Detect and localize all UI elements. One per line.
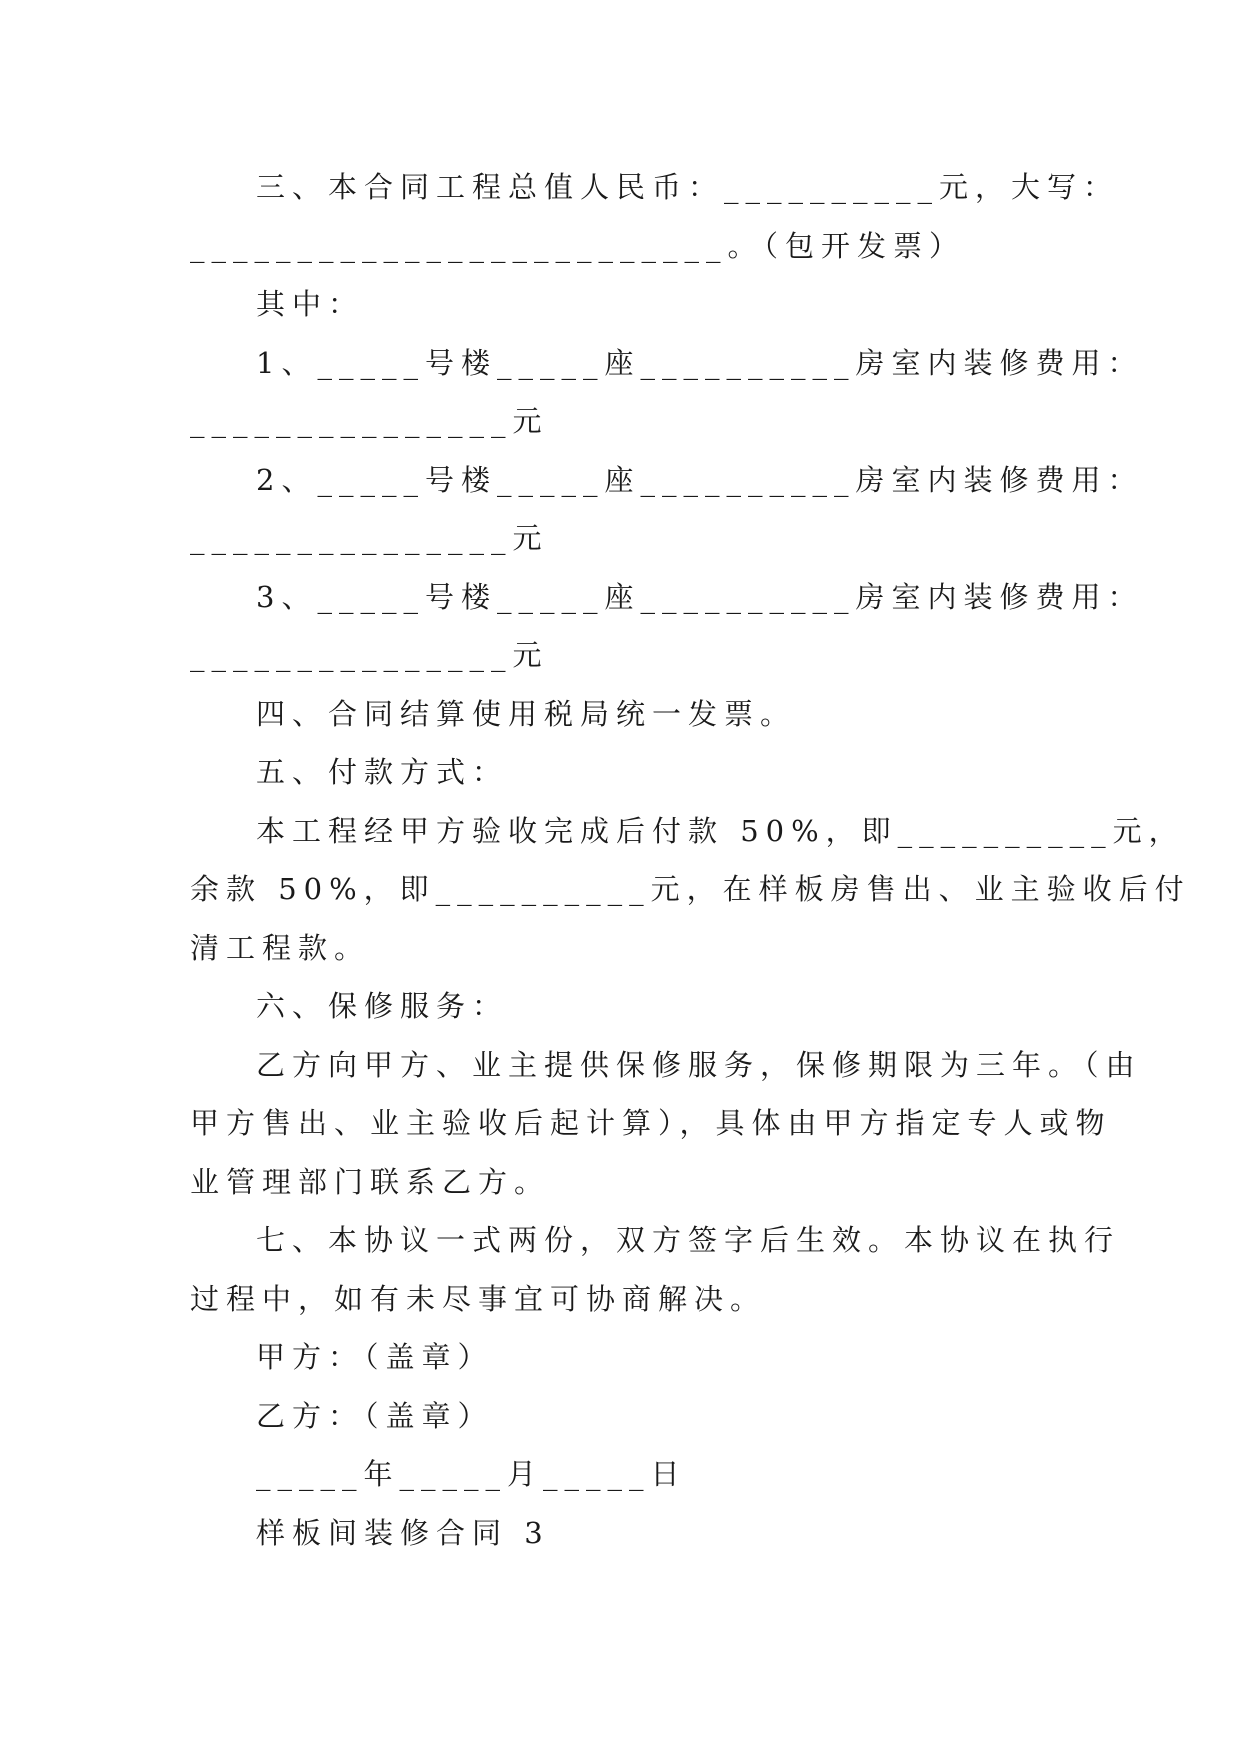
clause-4-invoice: 四、合同结算使用税局统一发票。 [256,696,797,731]
party-b-seal: 乙方：（盖章） [256,1398,494,1433]
clause-3-amount-in-words: _________________________。（包开发票） [190,228,966,263]
clause-5-payment-line-2: 余款 50%，即__________元，在样板房售出、业主验收后付 [190,872,1191,906]
fee-item-3: 3、_____号楼_____座__________房室内装修费用： [256,579,1144,614]
clause-3-total-value: 三、本合同工程总值人民币：__________元，大写： [256,170,1120,204]
clause-5-heading: 五、付款方式： [256,755,509,789]
clause-5-payment-line-1: 本工程经甲方验收完成后付款 50%，即__________元， [256,813,1185,848]
clause-6-warranty-line-1: 乙方向甲方、业主提供保修服务，保修期限为三年。（由 [256,1047,1142,1082]
clause-6-warranty-line-3: 业管理部门联系乙方。 [190,1164,551,1199]
clause-6-heading: 六、保修服务： [256,989,509,1023]
next-contract-heading: 样板间装修合同 3 [256,1515,550,1550]
clause-6-warranty-line-2: 甲方售出、业主验收后起计算），具体由甲方指定专人或物 [190,1106,1112,1140]
clause-3-among-label: 其中： [256,287,365,321]
document-page [190,158,1191,1562]
clause-7-line-1: 七、本协议一式两份，双方签字后生效。本协议在执行 [256,1223,1121,1257]
fee-item-1: 1、_____号楼_____座__________房室内装修费用： [256,345,1144,380]
fee-item-2: 2、_____号楼_____座__________房室内装修费用： [256,462,1144,497]
clause-7-line-2: 过程中，如有未尽事宜可协商解决。 [190,1281,767,1316]
clause-5-payment-line-3: 清工程款。 [190,930,371,965]
signing-date: _____年_____月_____日 [256,1457,687,1491]
fee-item-2-amount: _______________元 [190,521,549,555]
party-a-seal: 甲方：（盖章） [256,1340,494,1374]
fee-item-1-amount: _______________元 [190,404,549,438]
fee-item-3-amount: _______________元 [190,638,549,672]
